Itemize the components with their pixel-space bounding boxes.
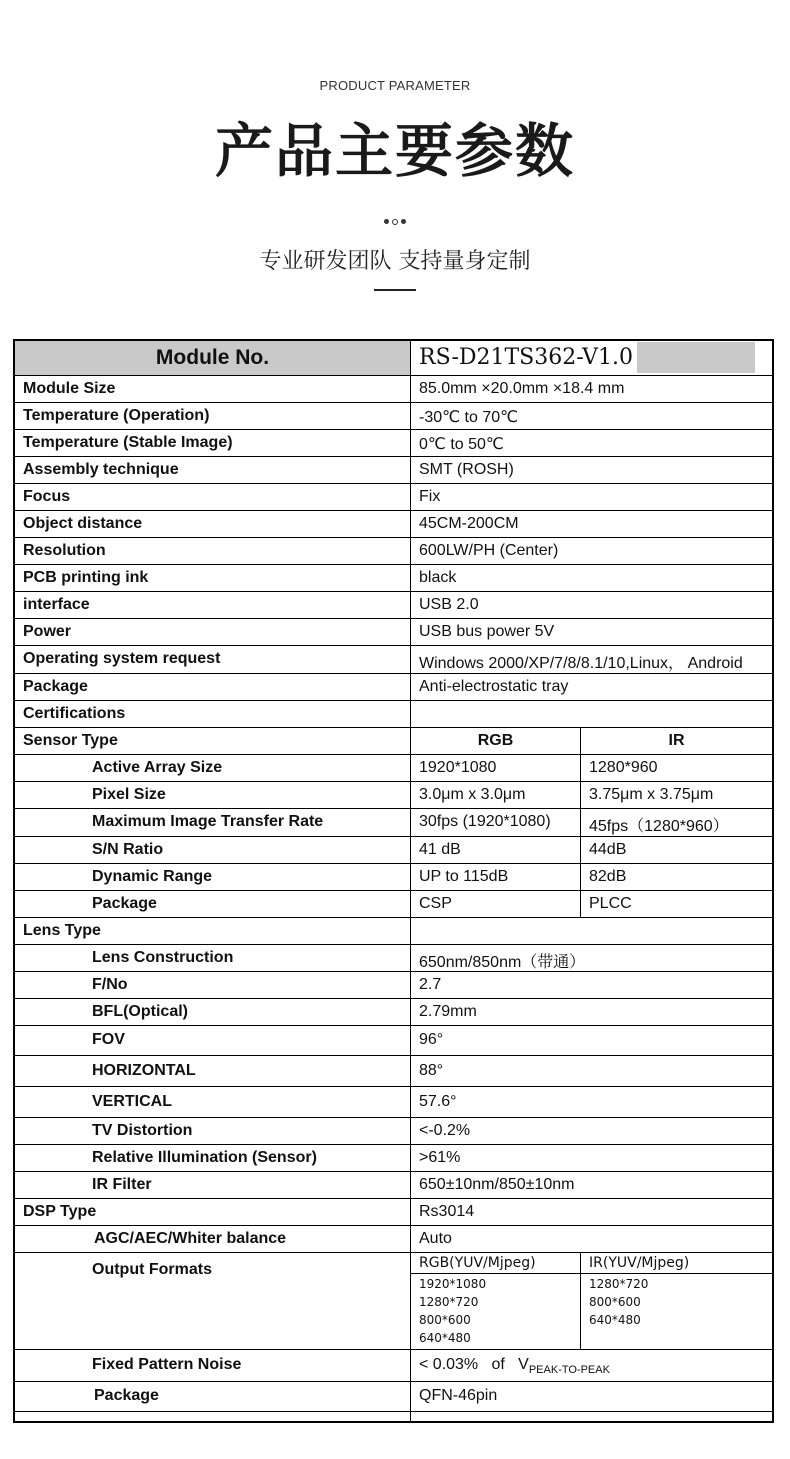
fpn-text: < 0.03% of V — [419, 1356, 529, 1373]
spec-label: Power — [23, 623, 72, 640]
spec-row — [15, 429, 772, 456]
dsp-type-row — [15, 1198, 772, 1225]
spec-row — [15, 673, 772, 700]
sensor-ir-value: 44dB — [589, 841, 627, 858]
spec-value: USB 2.0 — [419, 596, 479, 613]
rgb-column-header: RGB — [477, 732, 514, 749]
spec-label: Resolution — [23, 542, 106, 559]
sensor-ir-value: 1280*960 — [589, 759, 658, 776]
output-header-divider — [411, 1273, 772, 1274]
sensor-ir-value: 3.75μm x 3.75μm — [589, 786, 714, 803]
sensor-label: Pixel Size — [92, 786, 166, 803]
lens-row — [15, 944, 772, 971]
dsp-package-value: QFN-46pin — [419, 1387, 498, 1404]
spec-value: -30℃ to 70℃ — [419, 409, 519, 426]
spec-value: USB bus power 5V — [419, 623, 555, 640]
lens-row — [15, 1055, 772, 1086]
module-no-label: Module No. — [155, 346, 270, 369]
lens-label: TV Distortion — [92, 1122, 193, 1139]
spec-row — [15, 618, 772, 645]
rgb-format-list: 1920*1080 1280*720 800*600 640*480 — [419, 1277, 487, 1345]
lens-label: Lens Construction — [92, 949, 234, 966]
lens-value: 88° — [419, 1062, 444, 1079]
spec-value: 600LW/PH (Center) — [419, 542, 559, 559]
spec-row — [15, 591, 772, 618]
ir-column-header: IR — [668, 732, 685, 749]
lens-label: HORIZONTAL — [92, 1062, 196, 1079]
fpn-label: Fixed Pattern Noise — [92, 1356, 242, 1373]
sensor-row — [15, 754, 772, 781]
output-formats-label: Output Formats — [92, 1261, 212, 1278]
decorative-dots-icon — [0, 219, 790, 225]
dsp-package-label: Package — [94, 1387, 159, 1404]
sensor-rgb-value: 30fps (1920*1080) — [419, 813, 551, 830]
sensor-label: Maximum Image Transfer Rate — [92, 813, 324, 830]
lens-value: <-0.2% — [419, 1122, 471, 1139]
spec-label: Temperature (Stable Image) — [23, 434, 233, 451]
lens-value: 96° — [419, 1031, 444, 1048]
lens-type-row — [15, 917, 772, 944]
sensor-label: Dynamic Range — [92, 868, 213, 885]
spec-label: Certifications — [23, 705, 126, 722]
sensor-rgb-value: 41 dB — [419, 841, 461, 858]
sensor-label: S/N Ratio — [92, 841, 164, 858]
spec-value: black — [419, 569, 457, 586]
sensor-row — [15, 808, 772, 836]
spec-row — [15, 483, 772, 510]
sensor-rgb-value: 3.0μm x 3.0μm — [419, 786, 526, 803]
lens-value: 650nm/850nm（带通） — [419, 954, 586, 971]
sensor-rgb-value: CSP — [419, 895, 452, 912]
page-subtitle: 专业研发团队 支持量身定制 — [259, 249, 531, 274]
lens-row — [15, 1144, 772, 1171]
sensor-ir-value: 45fps（1280*960） — [589, 818, 729, 835]
lens-label: IR Filter — [92, 1176, 152, 1193]
spec-row — [15, 510, 772, 537]
lens-row — [15, 998, 772, 1025]
empty-row — [15, 1411, 772, 1422]
spec-value: SMT (ROSH) — [419, 461, 514, 478]
agc-value: Auto — [419, 1230, 452, 1247]
spec-label: Assembly technique — [23, 461, 179, 478]
spec-value: Fix — [419, 488, 441, 505]
highlight-bar — [637, 342, 755, 373]
fpn-value — [419, 1356, 610, 1374]
fpn-subscript: PEAK-TO-PEAK — [528, 1364, 610, 1376]
spec-row — [15, 700, 772, 727]
lens-value: 2.79mm — [419, 1003, 477, 1020]
sensor-rgb-value: UP to 115dB — [419, 868, 509, 885]
dsp-package-row — [15, 1381, 772, 1411]
sensor-label: Active Array Size — [92, 759, 223, 776]
spec-row — [15, 375, 772, 402]
sensor-row — [15, 863, 772, 890]
spec-label: Temperature (Operation) — [23, 407, 210, 424]
lens-row — [15, 1117, 772, 1144]
output-formats-row — [15, 1252, 772, 1349]
lens-row — [15, 1025, 772, 1055]
spec-label: Operating system request — [23, 650, 221, 667]
spec-label: Focus — [23, 488, 71, 505]
spec-label: interface — [23, 596, 90, 613]
sensor-row — [15, 781, 772, 808]
agc-row — [15, 1225, 772, 1252]
lens-value: 2.7 — [419, 976, 442, 993]
spec-value: 0℃ to 50℃ — [419, 436, 504, 453]
spec-row — [15, 537, 772, 564]
lens-row — [15, 971, 772, 998]
sensor-type-label: Sensor Type — [23, 732, 118, 749]
module-no-row — [15, 341, 772, 375]
title-underline — [374, 289, 416, 291]
spec-value: 85.0mm ×20.0mm ×18.4 mm — [419, 380, 625, 397]
spec-label: PCB printing ink — [23, 569, 149, 586]
lens-label: BFL(Optical) — [92, 1003, 188, 1020]
spec-row — [15, 645, 772, 673]
spec-table — [13, 339, 774, 1423]
lens-label: VERTICAL — [92, 1093, 172, 1110]
rgb-format-header: RGB(YUV/Mjpeg) — [419, 1255, 536, 1271]
page-header — [0, 0, 790, 330]
lens-label: Relative Illumination (Sensor) — [92, 1149, 317, 1166]
spec-label: Object distance — [23, 515, 143, 532]
module-no-value: RS-D21TS362-V1.0 — [419, 345, 633, 370]
spec-value: Windows 2000/XP/7/8/8.1/10,Linux， Android — [419, 655, 743, 672]
spec-label: Package — [23, 678, 88, 695]
spec-label: Module Size — [23, 380, 116, 397]
lens-label: FOV — [92, 1031, 125, 1048]
spec-value: 45CM-200CM — [419, 515, 519, 532]
spec-row — [15, 402, 772, 429]
spec-row — [15, 456, 772, 483]
sensor-ir-value: PLCC — [589, 895, 632, 912]
sensor-type-row — [15, 727, 772, 754]
lens-value: >61% — [419, 1149, 461, 1166]
lens-value: 650±10nm/850±10nm — [419, 1176, 575, 1193]
lens-label: F/No — [92, 976, 128, 993]
sensor-row — [15, 836, 772, 863]
agc-label: AGC/AEC/Whiter balance — [94, 1230, 287, 1247]
sensor-row — [15, 890, 772, 917]
ir-format-list: 1280*720 800*600 640*480 — [589, 1277, 649, 1327]
page-title: 产品主要参数 — [214, 117, 575, 185]
spec-value: Anti-electrostatic tray — [419, 678, 569, 695]
eyebrow-text: PRODUCT PARAMETER — [319, 78, 471, 93]
lens-type-label: Lens Type — [23, 922, 101, 939]
dsp-type-label: DSP Type — [23, 1203, 97, 1220]
sensor-label: Package — [92, 895, 157, 912]
lens-row — [15, 1171, 772, 1198]
dsp-type-value: Rs3014 — [419, 1203, 475, 1220]
sensor-ir-value: 82dB — [589, 868, 627, 885]
lens-row — [15, 1086, 772, 1117]
ir-format-header: IR(YUV/Mjpeg) — [589, 1255, 690, 1271]
fpn-row — [15, 1349, 772, 1381]
spec-row — [15, 564, 772, 591]
sensor-rgb-value: 1920*1080 — [419, 759, 497, 776]
lens-value: 57.6° — [419, 1093, 457, 1110]
